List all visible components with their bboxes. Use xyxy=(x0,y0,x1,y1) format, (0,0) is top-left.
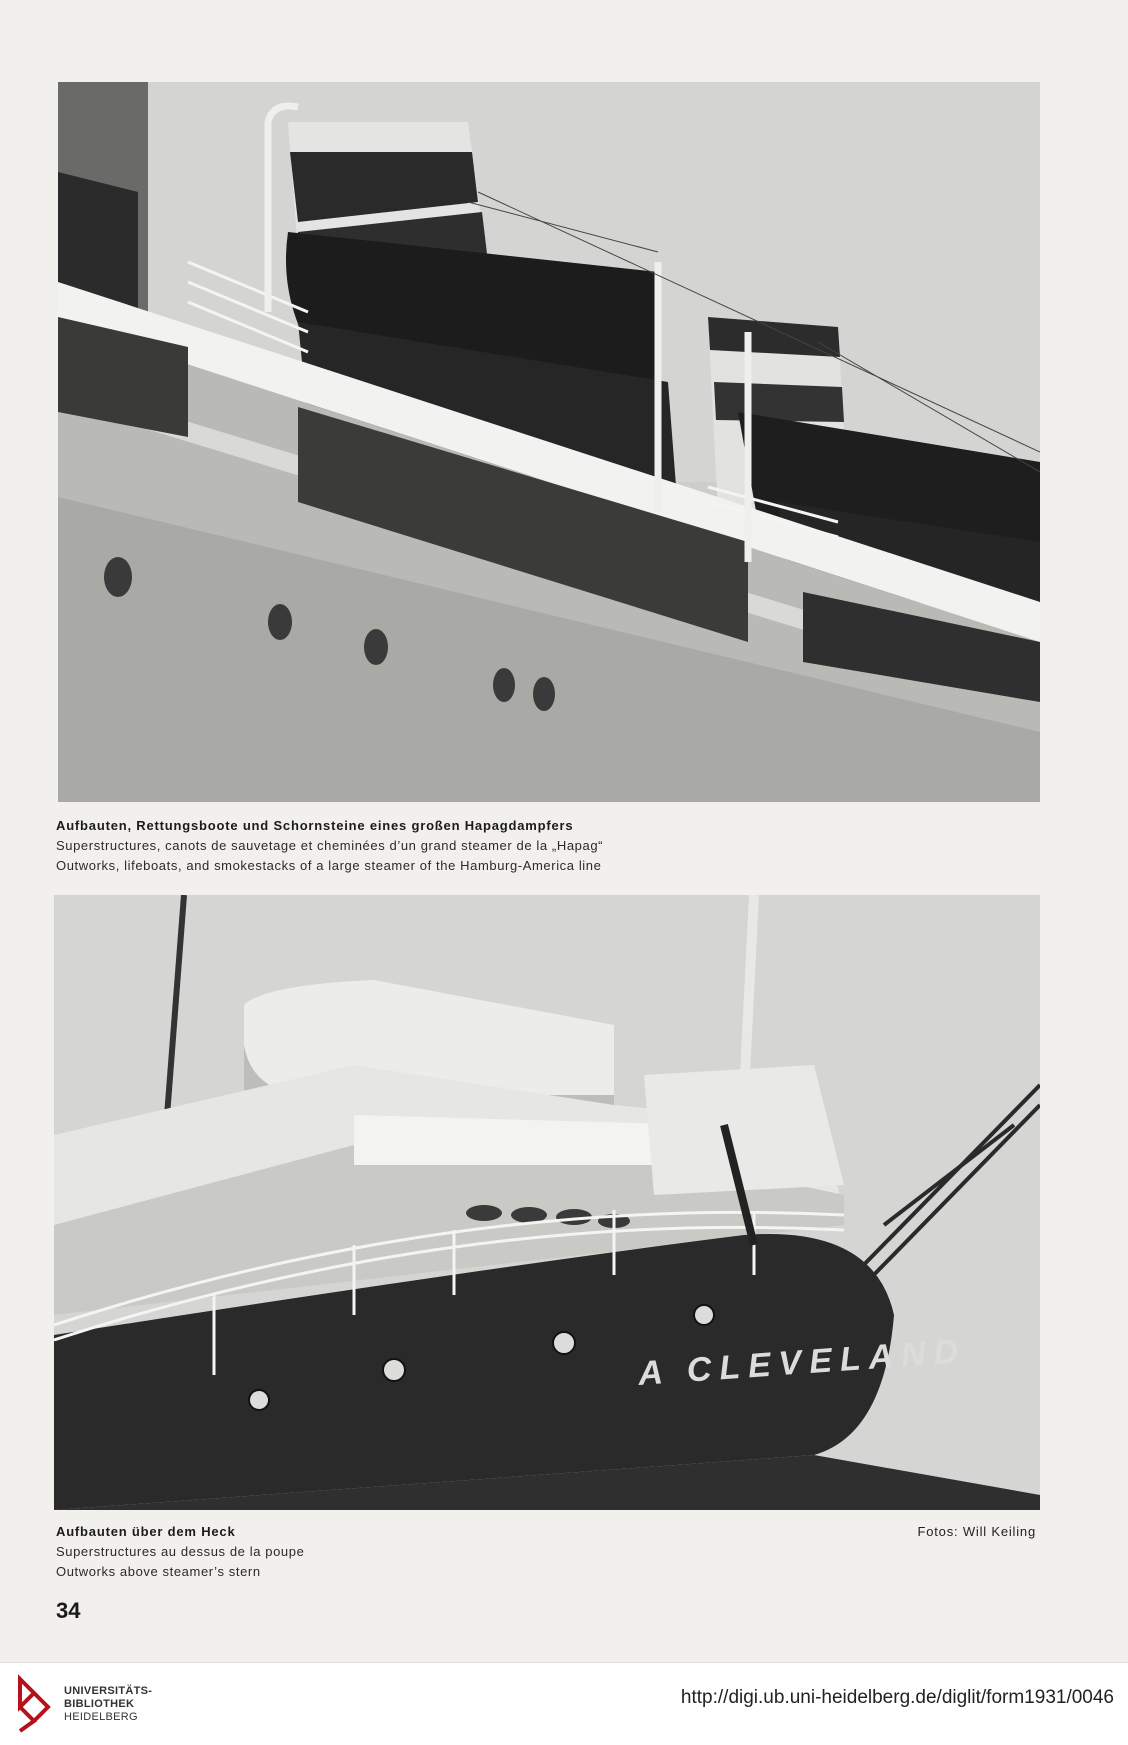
caption-top-english: Outworks, lifeboats, and smokestacks of a large steamer of the Hamburg-America line xyxy=(56,858,602,873)
caption-top-title: Aufbauten, Rettungsboote und Schornsteine eines großen Hapagdampfers xyxy=(56,818,574,833)
caption-bottom-english: Outworks above steamer’s stern xyxy=(56,1564,261,1579)
caption-bottom-title: Aufbauten über dem Heck xyxy=(56,1524,236,1539)
photo-credit: Fotos: Will Keiling xyxy=(917,1524,1036,1539)
caption-bottom-french: Superstructures au dessus de la poupe xyxy=(56,1544,305,1559)
library-name-line1: UNIVERSITÄTS- xyxy=(64,1685,153,1697)
library-name xyxy=(64,1685,152,1724)
hull-lettering: A CLEVELAND xyxy=(636,1332,968,1393)
photo-stern xyxy=(54,895,1040,1510)
caption-bottom xyxy=(56,1522,556,1582)
source-url-link[interactable]: http://digi.ub.uni-heidelberg.de/diglit/form1931/0046 xyxy=(680,1687,1114,1708)
library-name-line2: BIBLIOTHEK xyxy=(64,1698,135,1710)
caption-top-french: Superstructures, canots de sauvetage et cheminées d’un grand steamer de la „Hapag“ xyxy=(56,838,604,853)
page-number: 34 xyxy=(56,1598,81,1623)
photo-superstructures-image xyxy=(58,82,1040,802)
caption-top xyxy=(56,816,956,876)
library-logo-icon[interactable] xyxy=(14,1673,54,1735)
photo-lifeboats-smokestacks xyxy=(58,82,1040,802)
library-footer xyxy=(0,1662,1128,1745)
photo-stern-image xyxy=(54,895,1040,1510)
library-name-line3: HEIDELBERG xyxy=(64,1711,138,1723)
